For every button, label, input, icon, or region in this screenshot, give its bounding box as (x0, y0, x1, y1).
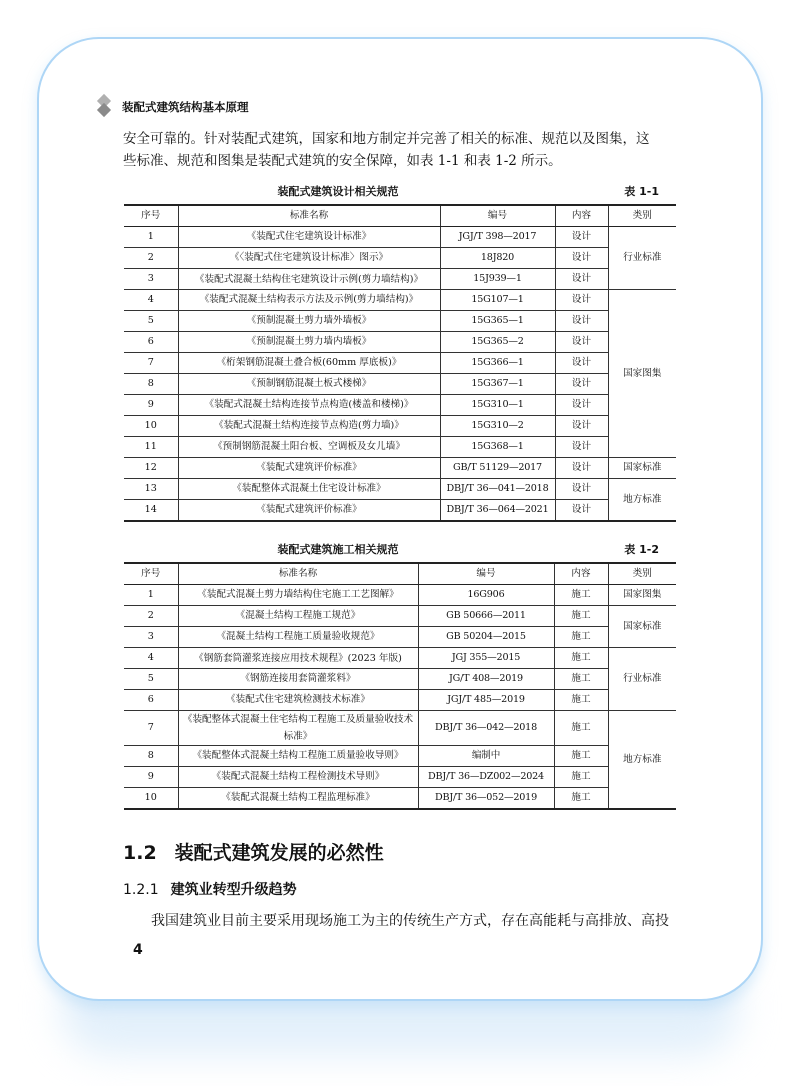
table-row (124, 311, 676, 332)
standard-name: 《装配式混凝土剪力墙结构住宅施工工艺图解》 (178, 585, 418, 606)
table2-number: 表 1-2 (624, 543, 659, 556)
column-header: 类别 (608, 205, 676, 227)
column-header: 编号 (418, 563, 554, 585)
table-row (124, 416, 676, 437)
row-index: 6 (124, 332, 178, 353)
category: 地方标准 (608, 479, 676, 522)
content-type: 施工 (554, 606, 608, 627)
standard-name: 《混凝土结构工程施工规范》 (178, 606, 418, 627)
table-row (124, 395, 676, 416)
content-type: 设计 (555, 332, 608, 353)
content-type: 设计 (555, 437, 608, 458)
content-type: 施工 (554, 746, 608, 767)
standard-code: 15G310—1 (440, 395, 555, 416)
category: 国家图集 (608, 585, 676, 606)
intro-line: 安全可靠的。针对装配式建筑，国家和地方制定并完善了相关的标准、规范以及图集，这 (123, 131, 650, 147)
table-header-row (124, 205, 676, 227)
standard-name: 《钢筋连接用套筒灌浆料》 (178, 669, 418, 690)
content-type: 设计 (555, 500, 608, 522)
content-type: 施工 (554, 711, 608, 746)
subsection-heading (123, 880, 679, 900)
subsection-number: 1.2.1 (123, 882, 159, 898)
table-row (124, 746, 676, 767)
table-row (124, 690, 676, 711)
table-row (124, 437, 676, 458)
standard-name: 《装配式混凝土结构工程监理标准》 (178, 788, 418, 810)
standard-code: 16G906 (418, 585, 554, 606)
standard-name: 《预制混凝土剪力墙内墙板》 (178, 332, 440, 353)
table-row (124, 669, 676, 690)
row-index: 14 (124, 500, 178, 522)
content-type: 设计 (555, 416, 608, 437)
row-index: 13 (124, 479, 178, 500)
row-index: 3 (124, 627, 178, 648)
row-index: 4 (124, 648, 178, 669)
content-type: 施工 (554, 788, 608, 810)
section-number: 1.2 (123, 842, 157, 864)
standard-code: GB 50666—2011 (418, 606, 554, 627)
table1-title: 装配式建筑设计相关规范 (277, 185, 399, 198)
content-type: 施工 (554, 627, 608, 648)
standard-name: 《桁架钢筋混凝土叠合板(60mm 厚底板)》 (178, 353, 440, 374)
standard-name: 《装配整体式混凝土住宅设计标准》 (178, 479, 440, 500)
section-title: 装配式建筑发展的必然性 (174, 842, 384, 864)
table-row (124, 353, 676, 374)
table-row (124, 227, 676, 248)
standard-name: 《装配整体式混凝土结构工程施工质量验收导则》 (178, 746, 418, 767)
standard-name: 《装配式住宅建筑检测技术标准》 (178, 690, 418, 711)
content-type: 设计 (555, 227, 608, 248)
diamond-logo-icon (96, 96, 116, 118)
table-row (124, 479, 676, 500)
row-index: 10 (124, 416, 178, 437)
running-head-title: 装配式建筑结构基本原理 (122, 100, 249, 114)
table1-design-standards (124, 204, 676, 522)
table-row (124, 248, 676, 269)
row-index: 1 (124, 585, 178, 606)
section-heading (123, 840, 679, 866)
table1-caption (123, 184, 679, 200)
table-row (124, 627, 676, 648)
standard-name: 《〈装配式住宅建筑设计标准〉图示》 (178, 248, 440, 269)
table-row (124, 500, 676, 522)
standard-name: 《装配式住宅建筑设计标准》 (178, 227, 440, 248)
row-index: 3 (124, 269, 178, 290)
subsection-title: 建筑业转型升级趋势 (170, 882, 297, 898)
standard-code: 编制中 (418, 746, 554, 767)
standard-code: 15G365—2 (440, 332, 555, 353)
column-header: 类别 (608, 563, 676, 585)
category: 行业标准 (608, 227, 676, 290)
standard-code: DBJ/T 36—041—2018 (440, 479, 555, 500)
column-header: 序号 (124, 205, 178, 227)
intro-line: 些标准、规范和图集是装配式建筑的安全保障，如表 1-1 和表 1-2 所示。 (123, 153, 562, 169)
content-type: 设计 (555, 269, 608, 290)
content-type: 施工 (554, 585, 608, 606)
page-number: 4 (133, 942, 143, 958)
content-type: 施工 (554, 648, 608, 669)
table-row (124, 606, 676, 627)
standard-code: DBJ/T 36—052—2019 (418, 788, 554, 810)
body-paragraph: 我国建筑业目前主要采用现场施工为主的传统生产方式，存在高能耗与高排放、高投 (151, 913, 669, 929)
intro-paragraph (123, 128, 679, 172)
category: 地方标准 (608, 711, 676, 810)
content-type: 施工 (554, 767, 608, 788)
table-row (124, 374, 676, 395)
row-index: 4 (124, 290, 178, 311)
standard-name: 《装配式混凝土结构表示方法及示例(剪力墙结构)》 (178, 290, 440, 311)
row-index: 7 (124, 711, 178, 746)
standard-name: 《装配式混凝土结构连接节点构造(楼盖和楼梯)》 (178, 395, 440, 416)
table2-construction-standards (124, 562, 676, 810)
content-type: 施工 (554, 669, 608, 690)
standard-code: JGJ/T 398—2017 (440, 227, 555, 248)
standard-name: 《装配式混凝土结构工程检测技术导则》 (178, 767, 418, 788)
table-row (124, 269, 676, 290)
column-header: 编号 (440, 205, 555, 227)
content-type: 设计 (555, 395, 608, 416)
content-type: 设计 (555, 458, 608, 479)
standard-code: JG/T 408—2019 (418, 669, 554, 690)
table-row (124, 458, 676, 479)
table-row (124, 290, 676, 311)
standard-name: 《装配式建筑评价标准》 (178, 500, 440, 522)
table-row (124, 711, 676, 746)
row-index: 10 (124, 788, 178, 810)
row-index: 12 (124, 458, 178, 479)
content-type: 设计 (555, 290, 608, 311)
category: 国家标准 (608, 606, 676, 648)
standard-name: 《预制混凝土剪力墙外墙板》 (178, 311, 440, 332)
standard-name: 《装配式混凝土结构住宅建筑设计示例(剪力墙结构)》 (178, 269, 440, 290)
row-index: 8 (124, 374, 178, 395)
table-row (124, 767, 676, 788)
column-header: 内容 (555, 205, 608, 227)
standard-code: JGJ 355—2015 (418, 648, 554, 669)
column-header: 标准名称 (178, 205, 440, 227)
table-header-row (124, 563, 676, 585)
table2-caption (123, 542, 679, 558)
content-type: 设计 (555, 311, 608, 332)
standard-name: 《预制钢筋混凝土阳台板、空调板及女儿墙》 (178, 437, 440, 458)
standard-code: 15G365—1 (440, 311, 555, 332)
page-content (123, 128, 679, 960)
table-row (124, 648, 676, 669)
content-type: 设计 (555, 479, 608, 500)
content-type: 设计 (555, 374, 608, 395)
standard-code: 15G367—1 (440, 374, 555, 395)
standard-code: 15G366—1 (440, 353, 555, 374)
table-row (124, 585, 676, 606)
column-header: 内容 (554, 563, 608, 585)
category: 国家标准 (608, 458, 676, 479)
standard-code: 15G368—1 (440, 437, 555, 458)
row-index: 2 (124, 248, 178, 269)
row-index: 6 (124, 690, 178, 711)
row-index: 7 (124, 353, 178, 374)
standard-code: JGJ/T 485—2019 (418, 690, 554, 711)
standard-code: 15J939—1 (440, 269, 555, 290)
row-index: 9 (124, 395, 178, 416)
content-type: 施工 (554, 690, 608, 711)
standard-code: 18J820 (440, 248, 555, 269)
standard-code: DBJ/T 36—042—2018 (418, 711, 554, 746)
table1-number: 表 1-1 (624, 185, 659, 198)
standard-name: 《混凝土结构工程施工质量验收规范》 (178, 627, 418, 648)
table2-title: 装配式建筑施工相关规范 (277, 543, 399, 556)
row-index: 5 (124, 669, 178, 690)
column-header: 标准名称 (178, 563, 418, 585)
row-index: 2 (124, 606, 178, 627)
standard-code: DBJ/T 36—DZ002—2024 (418, 767, 554, 788)
category: 国家图集 (608, 290, 676, 458)
standard-code: GB 50204—2015 (418, 627, 554, 648)
standard-code: 15G310—2 (440, 416, 555, 437)
row-index: 11 (124, 437, 178, 458)
row-index: 9 (124, 767, 178, 788)
standard-name: 《装配式混凝土结构连接节点构造(剪力墙)》 (178, 416, 440, 437)
standard-code: DBJ/T 36—064—2021 (440, 500, 555, 522)
table-row (124, 332, 676, 353)
column-header: 序号 (124, 563, 178, 585)
standard-code: 15G107—1 (440, 290, 555, 311)
standard-name: 《装配式建筑评价标准》 (178, 458, 440, 479)
standard-code: GB/T 51129—2017 (440, 458, 555, 479)
row-index: 5 (124, 311, 178, 332)
running-head (96, 96, 249, 118)
row-index: 8 (124, 746, 178, 767)
content-type: 设计 (555, 353, 608, 374)
standard-name: 《装配整体式混凝土住宅结构工程施工及质量验收技术标准》 (178, 711, 418, 746)
table-row (124, 788, 676, 810)
standard-name: 《钢筋套筒灌浆连接应用技术规程》(2023 年版) (178, 648, 418, 669)
standard-name: 《预制钢筋混凝土板式楼梯》 (178, 374, 440, 395)
content-type: 设计 (555, 248, 608, 269)
category: 行业标准 (608, 648, 676, 711)
row-index: 1 (124, 227, 178, 248)
